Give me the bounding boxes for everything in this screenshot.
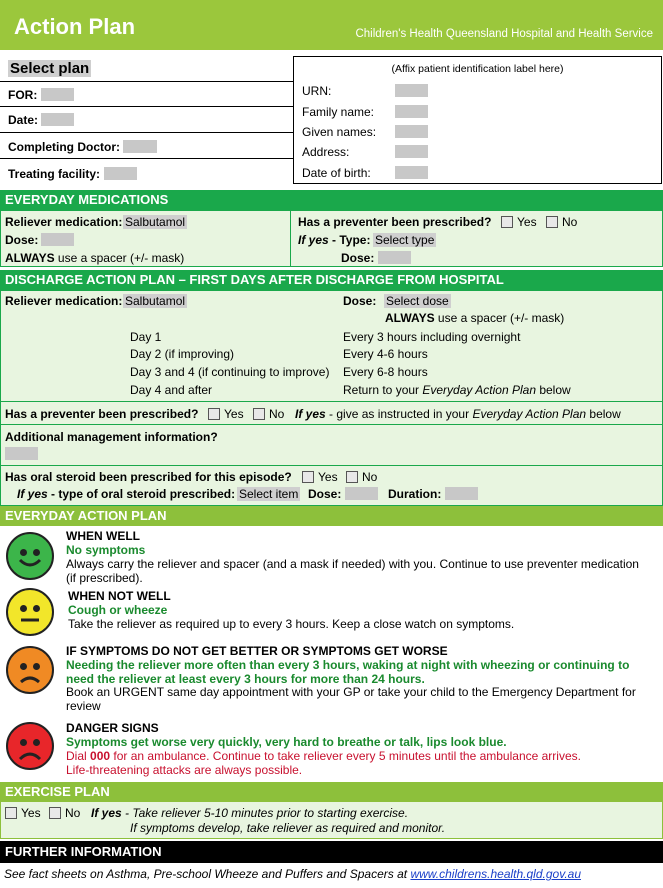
everyday-meds-panel: [0, 210, 663, 267]
when-well-title: WHEN WELL: [66, 529, 140, 543]
yes-checkbox[interactable]: [501, 216, 513, 228]
for-label: FOR:: [8, 88, 38, 102]
urn-label: URN:: [302, 84, 332, 98]
reliever-value[interactable]: Salbutamol: [125, 215, 186, 229]
dose2-label: Dose:: [341, 251, 375, 265]
discharge-panel: [0, 290, 663, 466]
happy-face-icon: [6, 532, 54, 580]
exercise-panel: [0, 801, 663, 839]
dose-field[interactable]: [41, 233, 74, 246]
additional-info-label: Additional management information?: [5, 430, 218, 444]
schedule-freq: Every 4-6 hours: [343, 347, 428, 361]
discharge-dose-select[interactable]: Select dose: [386, 294, 449, 308]
select-plan-dropdown[interactable]: Select plan: [10, 60, 90, 77]
schedule-day: Day 4 and after: [130, 383, 213, 397]
when-not-well-text: Take the reliever as required up to every 3 hours. Keep a close watch on symptoms.: [68, 617, 515, 631]
upset-face-icon: [6, 722, 54, 770]
steroid-question: Has oral steroid been prescribed for this episode?: [5, 470, 292, 484]
dob-field[interactable]: [395, 166, 428, 179]
exercise-yes[interactable]: Yes: [5, 806, 41, 820]
when-not-well-title: WHEN NOT WELL: [68, 589, 171, 603]
dob-label: Date of birth:: [302, 166, 371, 180]
worse-text2: review: [66, 699, 101, 713]
spacer-note: ALWAYS use a spacer (+/- mask): [5, 251, 185, 265]
facility-field[interactable]: [104, 167, 137, 180]
when-not-well-sub: Cough or wheeze: [68, 603, 168, 617]
everyday-meds-heading: EVERYDAY MEDICATIONS: [0, 190, 663, 210]
worse-text1: Book an URGENT same day appointment with your GP or take your child to the Emergency Department for: [66, 685, 636, 699]
no-checkbox[interactable]: [49, 807, 61, 819]
schedule-day: Day 1: [130, 330, 162, 344]
yes-checkbox[interactable]: [5, 807, 17, 819]
no-checkbox[interactable]: [346, 471, 358, 483]
danger-life: Life-threatening attacks are always possible.: [66, 763, 303, 777]
page-title: Action Plan: [14, 14, 136, 39]
schedule-freq: Return to your Everyday Action Plan below: [343, 383, 571, 397]
steroid-panel: [0, 466, 663, 506]
type-select[interactable]: Select type: [375, 233, 435, 247]
further-info-text: See fact sheets on Asthma, Pre-school Wheeze and Puffers and Spacers at www.childrens.health.qld.gov.au: [4, 867, 581, 881]
divider: [1, 401, 662, 402]
select-plan-row: [0, 56, 293, 82]
exercise-line1: If yes - Take reliever 5-10 minutes prior to starting exercise.: [91, 806, 409, 820]
when-well-sub: No symptoms: [66, 543, 146, 557]
steroid-duration-label: Duration:: [388, 487, 442, 501]
danger-title: DANGER SIGNS: [66, 721, 159, 735]
header-banner: [0, 0, 663, 50]
exercise-heading: EXERCISE PLAN: [0, 782, 663, 801]
exercise-no[interactable]: No: [49, 806, 80, 820]
when-well-text: Always carry the reliever and spacer (and a mask if needed) with you. Continue to use preventer medication: [66, 557, 639, 571]
given-names-label: Given names:: [302, 125, 377, 139]
for-row: [0, 82, 293, 107]
schedule-day: Day 2 (if improving): [130, 347, 235, 361]
discharge-give-instruction: If yes - give as instructed in your Everyday Action Plan below: [295, 407, 621, 421]
worse-sub2: need the reliever at least every 3 hours for more than 24 hours.: [66, 672, 425, 686]
preventer-no[interactable]: No: [546, 215, 577, 229]
discharge-heading: DISCHARGE ACTION PLAN – FIRST DAYS AFTER DISCHARGE FROM HOSPITAL: [0, 270, 663, 290]
yes-checkbox[interactable]: [208, 408, 220, 420]
for-field[interactable]: [41, 88, 74, 101]
date-row: [0, 107, 293, 133]
divider: [1, 424, 662, 425]
org-name: Children's Health Queensland Hospital and Health Service: [355, 28, 653, 40]
danger-sub: Symptoms get worse very quickly, very hard to breathe or talk, lips look blue.: [66, 735, 507, 749]
preventer-yes[interactable]: Yes: [501, 215, 537, 229]
schedule-day: Day 3 and 4 (if continuing to improve): [130, 365, 330, 379]
discharge-reliever-value[interactable]: Salbutamol: [125, 294, 186, 308]
steroid-dose-label: Dose:: [308, 487, 342, 501]
date-label: Date:: [8, 113, 39, 127]
facility-label: Treating facility:: [8, 167, 101, 181]
worse-title: IF SYMPTOMS DO NOT GET BETTER OR SYMPTOMS GET WORSE: [66, 644, 448, 658]
exercise-line2: If symptoms develop, take reliever as required and monitor.: [130, 821, 446, 835]
steroid-yes[interactable]: Yes: [302, 470, 338, 484]
doctor-row: [0, 133, 293, 159]
preventer-question: Has a preventer been prescribed?: [298, 215, 492, 229]
discharge-preventer-no[interactable]: No: [253, 407, 284, 421]
facility-row: [0, 159, 293, 184]
plan-details: [0, 56, 293, 184]
divider: [290, 211, 291, 266]
affix-note: (Affix patient identification label here): [391, 63, 564, 75]
doctor-field[interactable]: [123, 140, 157, 153]
yes-checkbox[interactable]: [302, 471, 314, 483]
discharge-dose-label: Dose:: [343, 294, 377, 308]
neutral-face-icon: [6, 588, 54, 636]
schedule-freq: Every 3 hours including overnight: [343, 330, 521, 344]
worse-sub1: Needing the reliever more often than every 3 hours, waking at night with wheezing or continuing to: [66, 658, 630, 672]
schedule-freq: Every 6-8 hours: [343, 365, 428, 379]
when-well-text2: (if prescribed).: [66, 571, 143, 585]
steroid-no[interactable]: No: [346, 470, 377, 484]
discharge-preventer-question: Has a preventer been prescribed?: [5, 407, 199, 421]
address-label: Address:: [302, 145, 350, 159]
no-checkbox[interactable]: [253, 408, 265, 420]
family-name-field[interactable]: [395, 105, 428, 118]
steroid-type-select[interactable]: Select item: [239, 487, 299, 501]
address-field[interactable]: [395, 145, 428, 158]
action-plan-heading: EVERYDAY ACTION PLAN: [0, 506, 663, 526]
family-name-label: Family name:: [302, 105, 375, 119]
reliever-label: Reliever medication:: [5, 215, 123, 229]
steroid-duration-field[interactable]: [445, 487, 478, 500]
given-names-field[interactable]: [395, 125, 428, 138]
doctor-label: Completing Doctor:: [8, 140, 120, 154]
urn-field[interactable]: [395, 84, 428, 97]
sad-face-icon: [6, 646, 54, 694]
type-label: If yes - Type:: [298, 233, 371, 247]
steroid-type-label: If yes - type of oral steroid prescribed:: [17, 487, 236, 501]
discharge-preventer-yes[interactable]: Yes: [208, 407, 244, 421]
dose-label: Dose:: [5, 233, 39, 247]
website-link[interactable]: www.childrens.health.qld.gov.au: [410, 867, 581, 881]
discharge-reliever-label: Reliever medication:: [5, 294, 123, 308]
discharge-spacer-note: ALWAYS use a spacer (+/- mask): [385, 311, 565, 325]
further-info-heading: FURTHER INFORMATION: [0, 841, 663, 863]
date-field[interactable]: [41, 113, 74, 126]
steroid-dose-field[interactable]: [345, 487, 378, 500]
dose2-field[interactable]: [378, 251, 411, 264]
additional-info-field[interactable]: [5, 447, 38, 460]
danger-dial: Dial 000 for an ambulance. Continue to take reliever every 5 minutes until the ambulance arrives.: [66, 749, 581, 763]
no-checkbox[interactable]: [546, 216, 558, 228]
patient-label-box: [293, 56, 662, 184]
